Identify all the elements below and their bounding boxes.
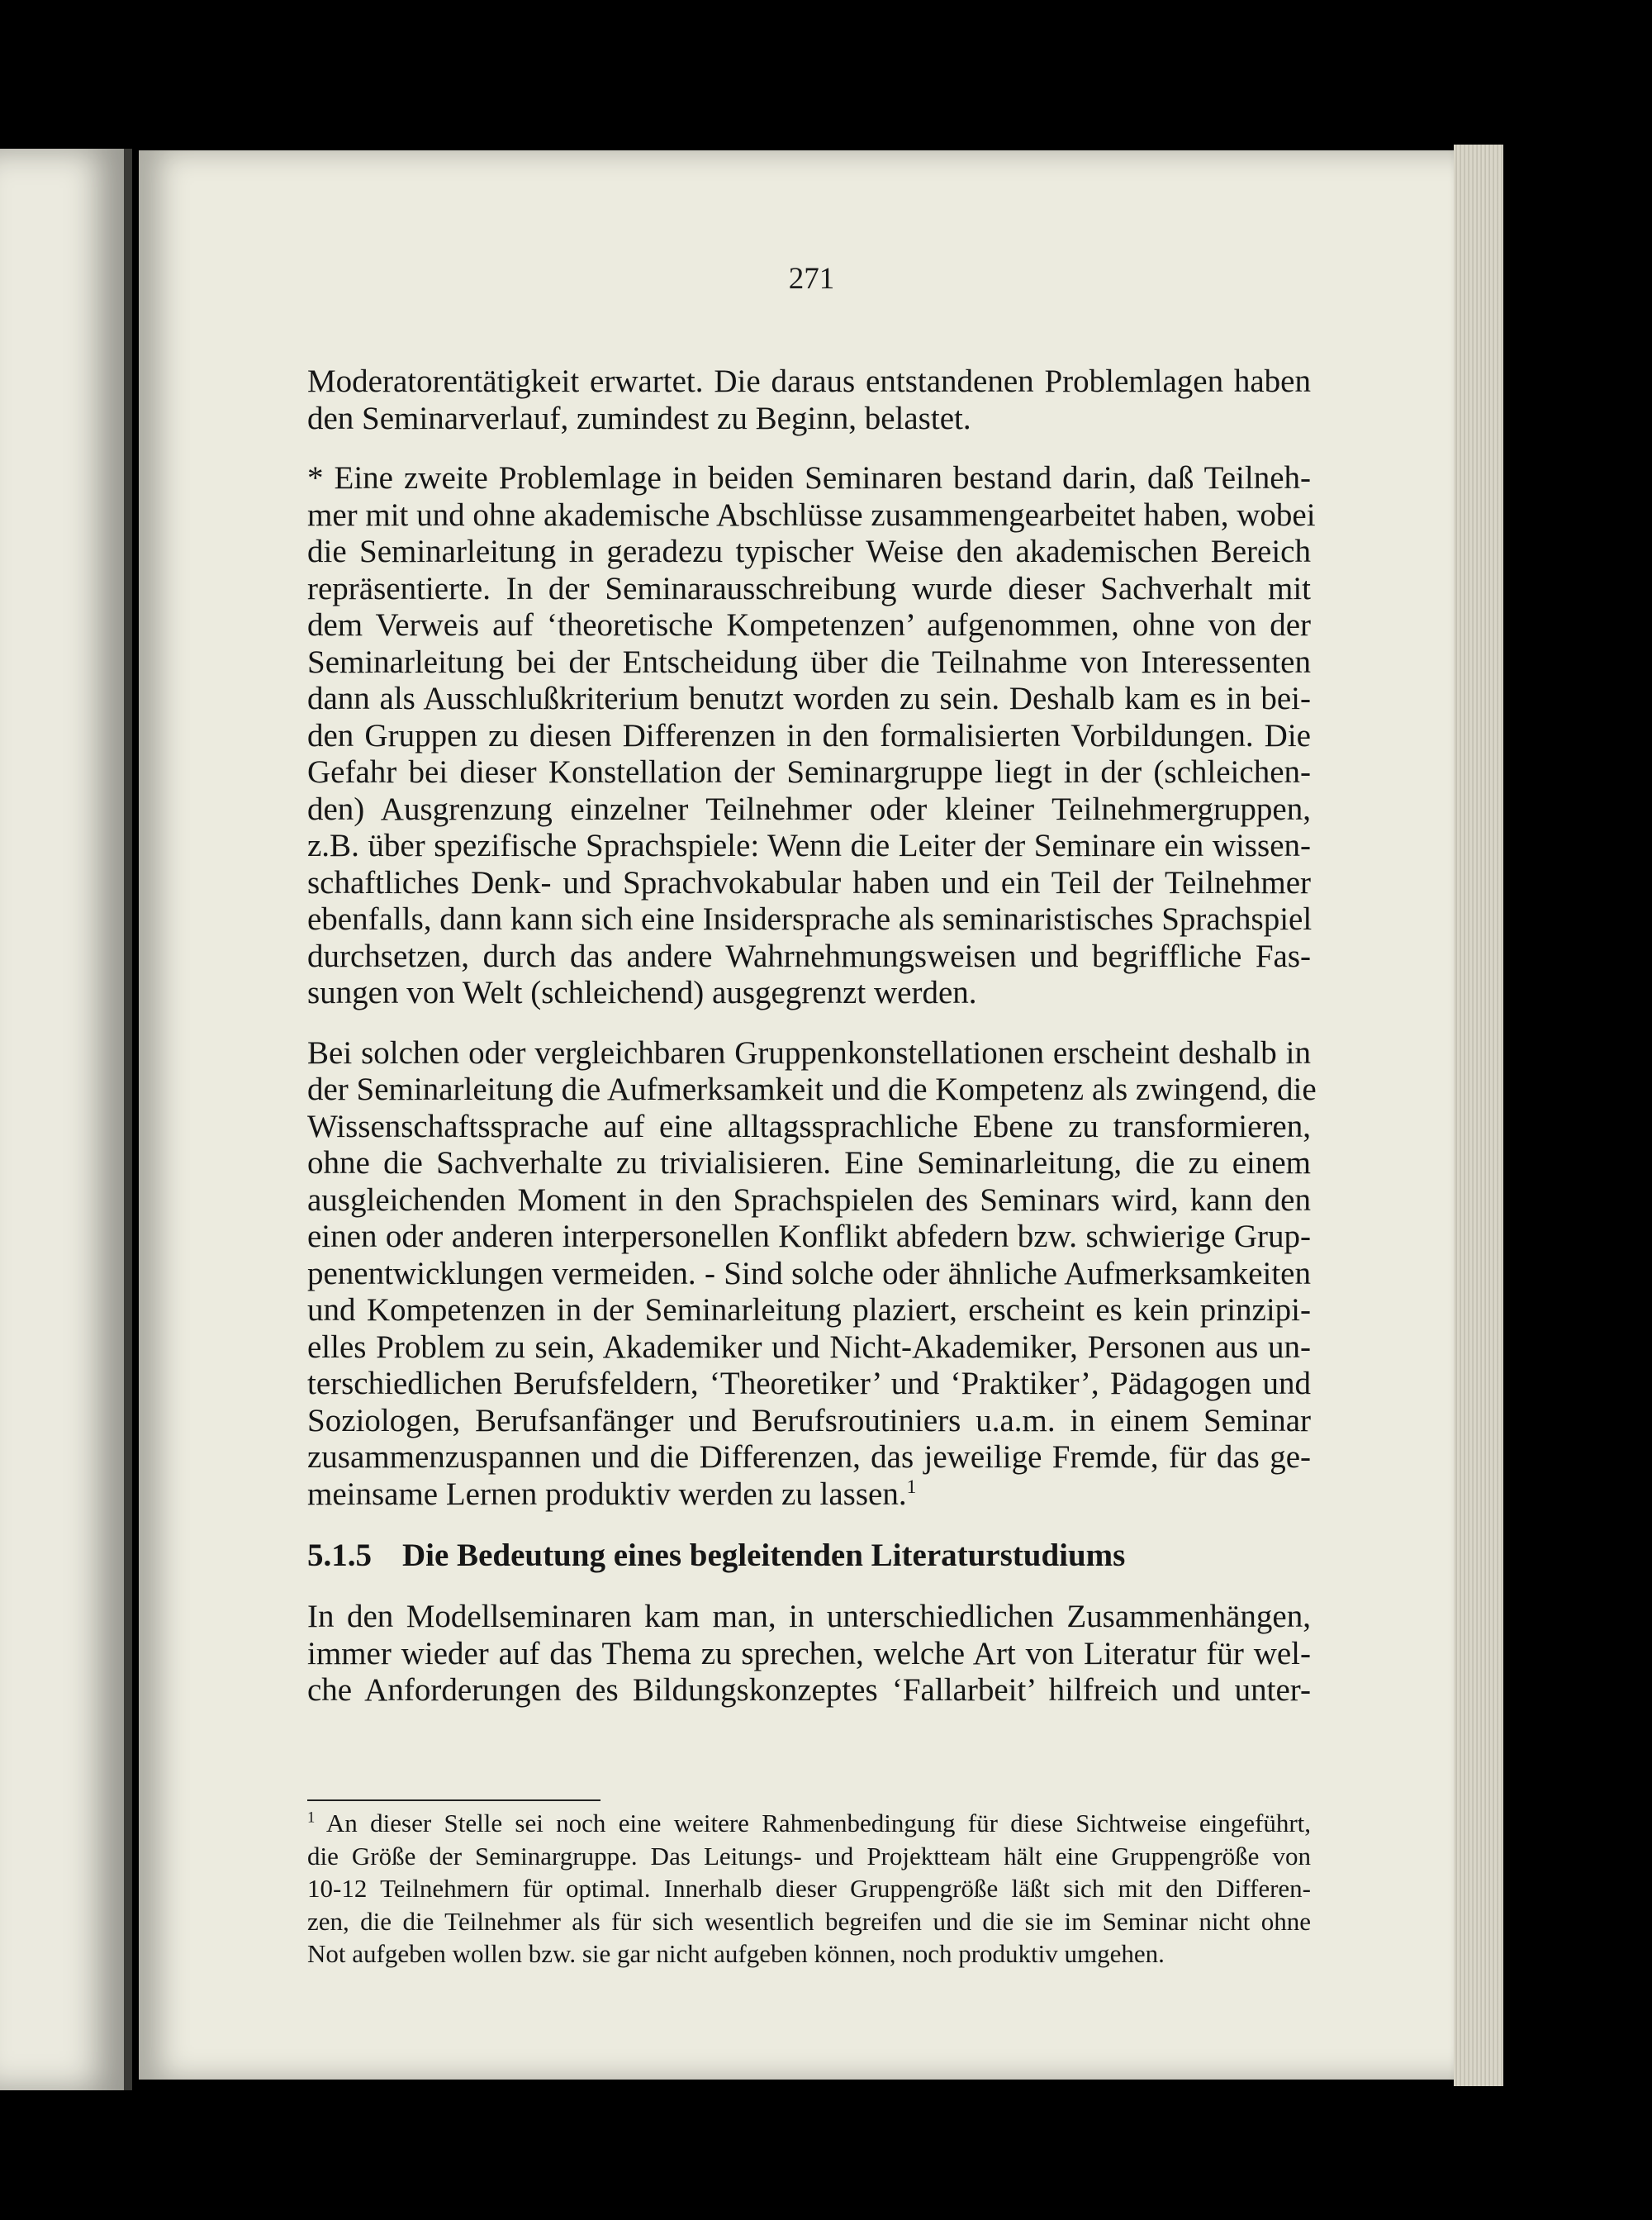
text-line: ebenfalls, dann kann sich eine Insidersprache als seminaristisches Sprachspiel [307,901,1313,937]
text-line: In den Modellseminaren kam man, in unterschiedlichen Zusammenhängen, [307,1599,1311,1634]
text-line-content: meinsame Lernen produktiv werden zu lassen. [307,1476,907,1512]
text-line: mer mit und ohne akademische Abschlüsse zusammengearbeitet haben, wobei [307,497,1316,533]
text-line: schaftliches Denk- und Sprachvokabular haben und ein Teil der Teilnehmer [307,864,1311,901]
text-line: die Seminarleitung in geradezu typischer Weise den akademischen Bereich [307,534,1311,569]
page-stack-edge [1454,145,1503,2086]
text-line: der Seminarleitung die Aufmerksamkeit und die Kompetenz als zwingend, die [307,1072,1317,1107]
text-line: den Gruppen zu diesen Differenzen in den formalisierten Vorbildungen. Die [307,717,1311,753]
text-line: penentwicklungen vermeiden. - Sind solche oder ähnliche Aufmerksamkeiten [307,1255,1311,1291]
text-line: den) Ausgrenzung einzelner Teilnehmer oder kleiner Teilnehmergruppen, [307,791,1311,827]
text-line: einen oder anderen interpersonellen Konflikt abfedern bzw. schwierige Grup- [307,1219,1311,1254]
text-line: elles Problem zu sein, Akademiker und Nicht-Akademiker, Personen aus un- [307,1329,1311,1365]
text-line: Gefahr bei dieser Konstellation der Seminargruppe liegt in der (schleichen- [307,754,1311,790]
text-line: Wissenschaftssprache auf eine alltagssprachliche Ebene zu transformieren, [307,1108,1311,1144]
footnote-line: zen, die die Teilnehmer als für sich wesentlich begreifen und die sie im Seminar nicht ohne [307,1906,1311,1936]
page-number: 271 [788,262,835,296]
text-line: terschiedlichen Berufsfeldern, ‘Theoretiker’ und ‘Praktiker’, Pädagogen und [307,1366,1311,1401]
section-paragraph [307,1599,1311,1709]
text-line: Bei solchen oder vergleichbaren Gruppenkonstellationen erscheint deshalb in [307,1034,1311,1071]
footnote-mark: 1 [307,1809,316,1827]
section-heading [307,1538,1311,1574]
text-line: ohne die Sachverhalte zu trivialisieren. Eine Seminarleitung, die zu einem [307,1145,1311,1181]
text-line: repräsentierte. In der Seminarausschreibung wurde dieser Sachverhalt mit [307,570,1311,606]
footnote-line: Not aufgeben wollen bzw. sie gar nicht aufgeben können, noch produktiv umgehen. [307,1939,1165,1968]
footnote [307,1807,1311,1970]
text-line: Soziologen, Berufsanfänger und Berufsroutiniers u.a.m. in einem Seminar [307,1402,1311,1438]
text-line [307,1476,1311,1514]
paragraph-1 [307,364,1311,437]
footnote-reference: 1 [906,1476,917,1498]
text-line: zusammenzuspannen und die Differenzen, das jeweilige Fremde, für das ge- [307,1439,1311,1475]
body-text [307,364,1317,1733]
text-line: che Anforderungen des Bildungskonzeptes ‘Fallarbeit’ hilfreich und unter- [307,1672,1311,1708]
text-line: immer wieder auf das Thema zu sprechen, welche Art von Literatur für wel- [307,1635,1311,1671]
footnote-line-content: An dieser Stelle sei noch eine weitere Rahmenbedingung für diese Sichtweise eingeführt, [325,1809,1312,1837]
footnote-separator [307,1799,601,1801]
text-line: * Eine zweite Problemlage in beiden Seminaren bestand darin, daß Teilneh- [307,460,1311,496]
text-line: dem Verweis auf ‘theoretische Kompetenzen’ aufgenommen, ohne von der [307,607,1311,643]
left-page-edge [0,149,132,2090]
text-line: und Kompetenzen in der Seminarleitung plaziert, erscheint es kein prinzipi- [307,1292,1311,1328]
text-line: ausgleichenden Moment in den Sprachspielen des Seminars wird, kann den [307,1181,1311,1218]
text-line: Seminarleitung bei der Entscheidung über die Teilnahme von Interessenten [307,644,1311,680]
footnote-line [307,1807,1311,1840]
section-number: 5.1.5 [307,1538,372,1573]
paragraph-2 [307,460,1316,1012]
section-title: Die Bedeutung eines begleitenden Literaturstudiums [402,1538,1126,1573]
text-line: durchsetzen, durch das andere Wahrnehmungsweisen und begriffliche Fas- [307,938,1311,974]
footnote-line: die Größe der Seminargruppe. Das Leitungs- und Projektteam hält eine Gruppengröße von [307,1841,1311,1871]
text-line: Moderatorentätigkeit erwartet. Die daraus entstandenen Problemlagen haben [307,364,1311,399]
text-line: z.B. über spezifische Sprachspiele: Wenn die Leiter der Seminare ein wissen- [307,828,1311,863]
text-line: sungen von Welt (schleichend) ausgegrenzt werden. [307,975,977,1010]
text-line: dann als Ausschlußkriterium benutzt worden zu sein. Deshalb kam es in bei- [307,681,1311,716]
paragraph-3 [307,1034,1317,1514]
text-line: den Seminarverlauf, zumindest zu Beginn, belastet. [307,400,971,436]
footnote-line: 10-12 Teilnehmern für optimal. Innerhalb dieser Gruppengröße läßt sich mit den Differen- [307,1874,1311,1903]
